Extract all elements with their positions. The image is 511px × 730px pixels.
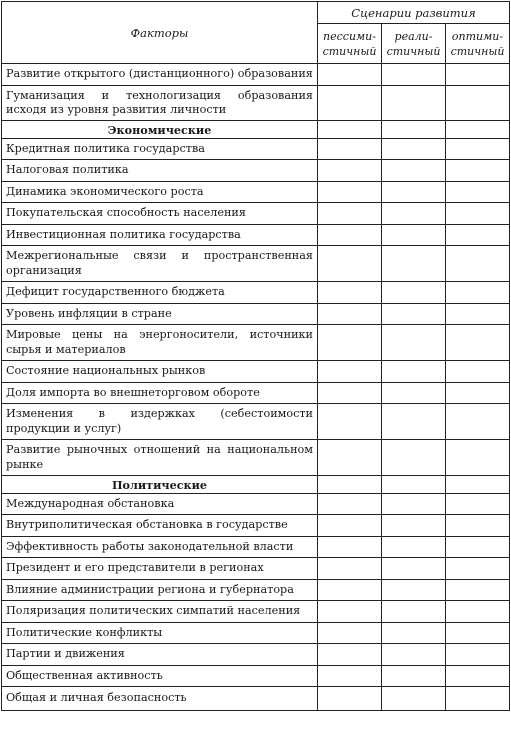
table-row — [2, 86, 510, 121]
factor-cell: Покупательская способность населения — [2, 203, 318, 225]
factor-cell: Общественная активность — [2, 666, 318, 687]
header-pessimistic-line2: стичный — [322, 44, 377, 58]
cell-optimistic — [446, 601, 510, 623]
cell-realistic — [382, 182, 446, 203]
cell-optimistic — [446, 666, 510, 687]
table-row — [2, 666, 510, 687]
table-row — [2, 580, 510, 601]
factor-cell: Эффективность работы законодательной власти — [2, 537, 318, 558]
cell-realistic — [382, 644, 446, 666]
cell-pessimistic — [318, 440, 382, 476]
cell-realistic — [382, 558, 446, 580]
factor-cell: Внутриполитическая обстановка в государстве — [2, 515, 318, 537]
cell-realistic — [382, 404, 446, 440]
cell-realistic — [382, 246, 446, 282]
cell-realistic — [382, 304, 446, 325]
cell-realistic — [382, 86, 446, 121]
cell-optimistic — [446, 404, 510, 440]
cell-optimistic — [446, 515, 510, 537]
factor-cell: Мировые цены на энергоносители, источники сырья и материалов — [2, 325, 318, 361]
cell-realistic — [382, 225, 446, 246]
factor-cell: Доля импорта во внешнеторговом обороте — [2, 383, 318, 404]
cell-optimistic — [446, 644, 510, 666]
header-optimistic-line2: стичный — [450, 44, 505, 58]
factor-cell: Международная обстановка — [2, 494, 318, 515]
cell-pessimistic — [318, 601, 382, 623]
cell-pessimistic — [318, 361, 382, 383]
factor-cell: Уровень инфляции в стране — [2, 304, 318, 325]
factor-cell: Влияние администрации региона и губернатора — [2, 580, 318, 601]
table-row — [2, 182, 510, 203]
cell-pessimistic — [318, 160, 382, 182]
header-factors: Факторы — [2, 2, 318, 64]
cell-optimistic — [446, 440, 510, 476]
cell-realistic — [382, 580, 446, 601]
cell-pessimistic — [318, 515, 382, 537]
cell-pessimistic — [318, 282, 382, 304]
table-row — [2, 304, 510, 325]
factor-cell: Политические конфликты — [2, 623, 318, 644]
cell-pessimistic — [318, 580, 382, 601]
cell-pessimistic — [318, 644, 382, 666]
table-row — [2, 440, 510, 476]
cell-pessimistic — [318, 623, 382, 644]
cell-optimistic — [446, 64, 510, 86]
header-optimistic — [446, 24, 510, 64]
cell-pessimistic — [318, 139, 382, 160]
cell-pessimistic — [318, 494, 382, 515]
table-body — [2, 64, 510, 711]
table-row — [2, 404, 510, 440]
header-realistic-line1: реали- — [394, 29, 433, 43]
cell-realistic — [382, 440, 446, 476]
cell-pessimistic — [318, 383, 382, 404]
cell-optimistic — [446, 182, 510, 203]
cell-realistic — [382, 494, 446, 515]
cell-realistic — [382, 476, 446, 494]
table-row — [2, 361, 510, 383]
table-row — [2, 644, 510, 666]
factor-cell: Состояние национальных рынков — [2, 361, 318, 383]
factor-cell: Динамика экономического роста — [2, 182, 318, 203]
cell-pessimistic — [318, 558, 382, 580]
cell-pessimistic — [318, 304, 382, 325]
cell-optimistic — [446, 687, 510, 711]
cell-pessimistic — [318, 86, 382, 121]
cell-pessimistic — [318, 325, 382, 361]
header-pessimistic — [318, 24, 382, 64]
cell-realistic — [382, 537, 446, 558]
cell-optimistic — [446, 361, 510, 383]
section-row — [2, 476, 510, 494]
table-row — [2, 325, 510, 361]
table-row — [2, 64, 510, 86]
section-row — [2, 121, 510, 139]
cell-optimistic — [446, 139, 510, 160]
factor-cell: Развитие рыночных отношений на национальном рынке — [2, 440, 318, 476]
cell-realistic — [382, 121, 446, 139]
scenario-factors-table — [1, 1, 510, 711]
cell-pessimistic — [318, 225, 382, 246]
cell-realistic — [382, 383, 446, 404]
cell-pessimistic — [318, 121, 382, 139]
table-row — [2, 558, 510, 580]
factor-cell: Партии и движения — [2, 644, 318, 666]
table-row — [2, 494, 510, 515]
cell-optimistic — [446, 476, 510, 494]
header-optimistic-line1: оптими- — [451, 29, 504, 43]
factor-cell: Изменения в издержках (себестоимости продукции и услуг) — [2, 404, 318, 440]
cell-realistic — [382, 601, 446, 623]
cell-realistic — [382, 64, 446, 86]
cell-realistic — [382, 325, 446, 361]
cell-optimistic — [446, 246, 510, 282]
factor-cell: Межрегиональные связи и пространственная организация — [2, 246, 318, 282]
cell-optimistic — [446, 86, 510, 121]
table-row — [2, 383, 510, 404]
section-heading: Политические — [2, 476, 318, 494]
cell-optimistic — [446, 325, 510, 361]
cell-realistic — [382, 361, 446, 383]
cell-optimistic — [446, 623, 510, 644]
cell-pessimistic — [318, 687, 382, 711]
header-pessimistic-line1: пессими- — [323, 29, 376, 43]
table-row — [2, 246, 510, 282]
cell-optimistic — [446, 383, 510, 404]
table-row — [2, 601, 510, 623]
cell-pessimistic — [318, 64, 382, 86]
cell-optimistic — [446, 304, 510, 325]
table-row — [2, 203, 510, 225]
cell-optimistic — [446, 580, 510, 601]
cell-optimistic — [446, 537, 510, 558]
cell-realistic — [382, 515, 446, 537]
factor-cell: Президент и его представители в регионах — [2, 558, 318, 580]
cell-realistic — [382, 160, 446, 182]
cell-pessimistic — [318, 203, 382, 225]
cell-optimistic — [446, 225, 510, 246]
factor-cell: Дефицит государственного бюджета — [2, 282, 318, 304]
cell-pessimistic — [318, 666, 382, 687]
table-row — [2, 225, 510, 246]
table-row — [2, 282, 510, 304]
factor-cell: Развитие открытого (дистанционного) образования — [2, 64, 318, 86]
factor-cell: Общая и личная безопасность — [2, 687, 318, 711]
cell-optimistic — [446, 494, 510, 515]
cell-realistic — [382, 623, 446, 644]
table-row — [2, 139, 510, 160]
cell-realistic — [382, 666, 446, 687]
section-heading: Экономические — [2, 121, 318, 139]
factor-cell: Гуманизация и технологизация образования исходя из уровня развития личности — [2, 86, 318, 121]
cell-pessimistic — [318, 246, 382, 282]
table-row — [2, 537, 510, 558]
table-row — [2, 160, 510, 182]
cell-pessimistic — [318, 537, 382, 558]
factor-cell: Инвестиционная политика государства — [2, 225, 318, 246]
cell-pessimistic — [318, 476, 382, 494]
table-row — [2, 687, 510, 711]
cell-optimistic — [446, 558, 510, 580]
cell-pessimistic — [318, 182, 382, 203]
header-realistic-line2: стичный — [386, 44, 441, 58]
header-realistic — [382, 24, 446, 64]
cell-realistic — [382, 139, 446, 160]
cell-optimistic — [446, 282, 510, 304]
factor-cell: Кредитная политика государства — [2, 139, 318, 160]
header-scenarios: Сценарии развития — [318, 2, 510, 24]
table-row — [2, 515, 510, 537]
factor-cell: Поляризация политических симпатий населения — [2, 601, 318, 623]
cell-realistic — [382, 282, 446, 304]
cell-realistic — [382, 687, 446, 711]
table-row — [2, 623, 510, 644]
cell-optimistic — [446, 121, 510, 139]
cell-pessimistic — [318, 404, 382, 440]
factor-cell: Налоговая политика — [2, 160, 318, 182]
cell-realistic — [382, 203, 446, 225]
cell-optimistic — [446, 203, 510, 225]
cell-optimistic — [446, 160, 510, 182]
